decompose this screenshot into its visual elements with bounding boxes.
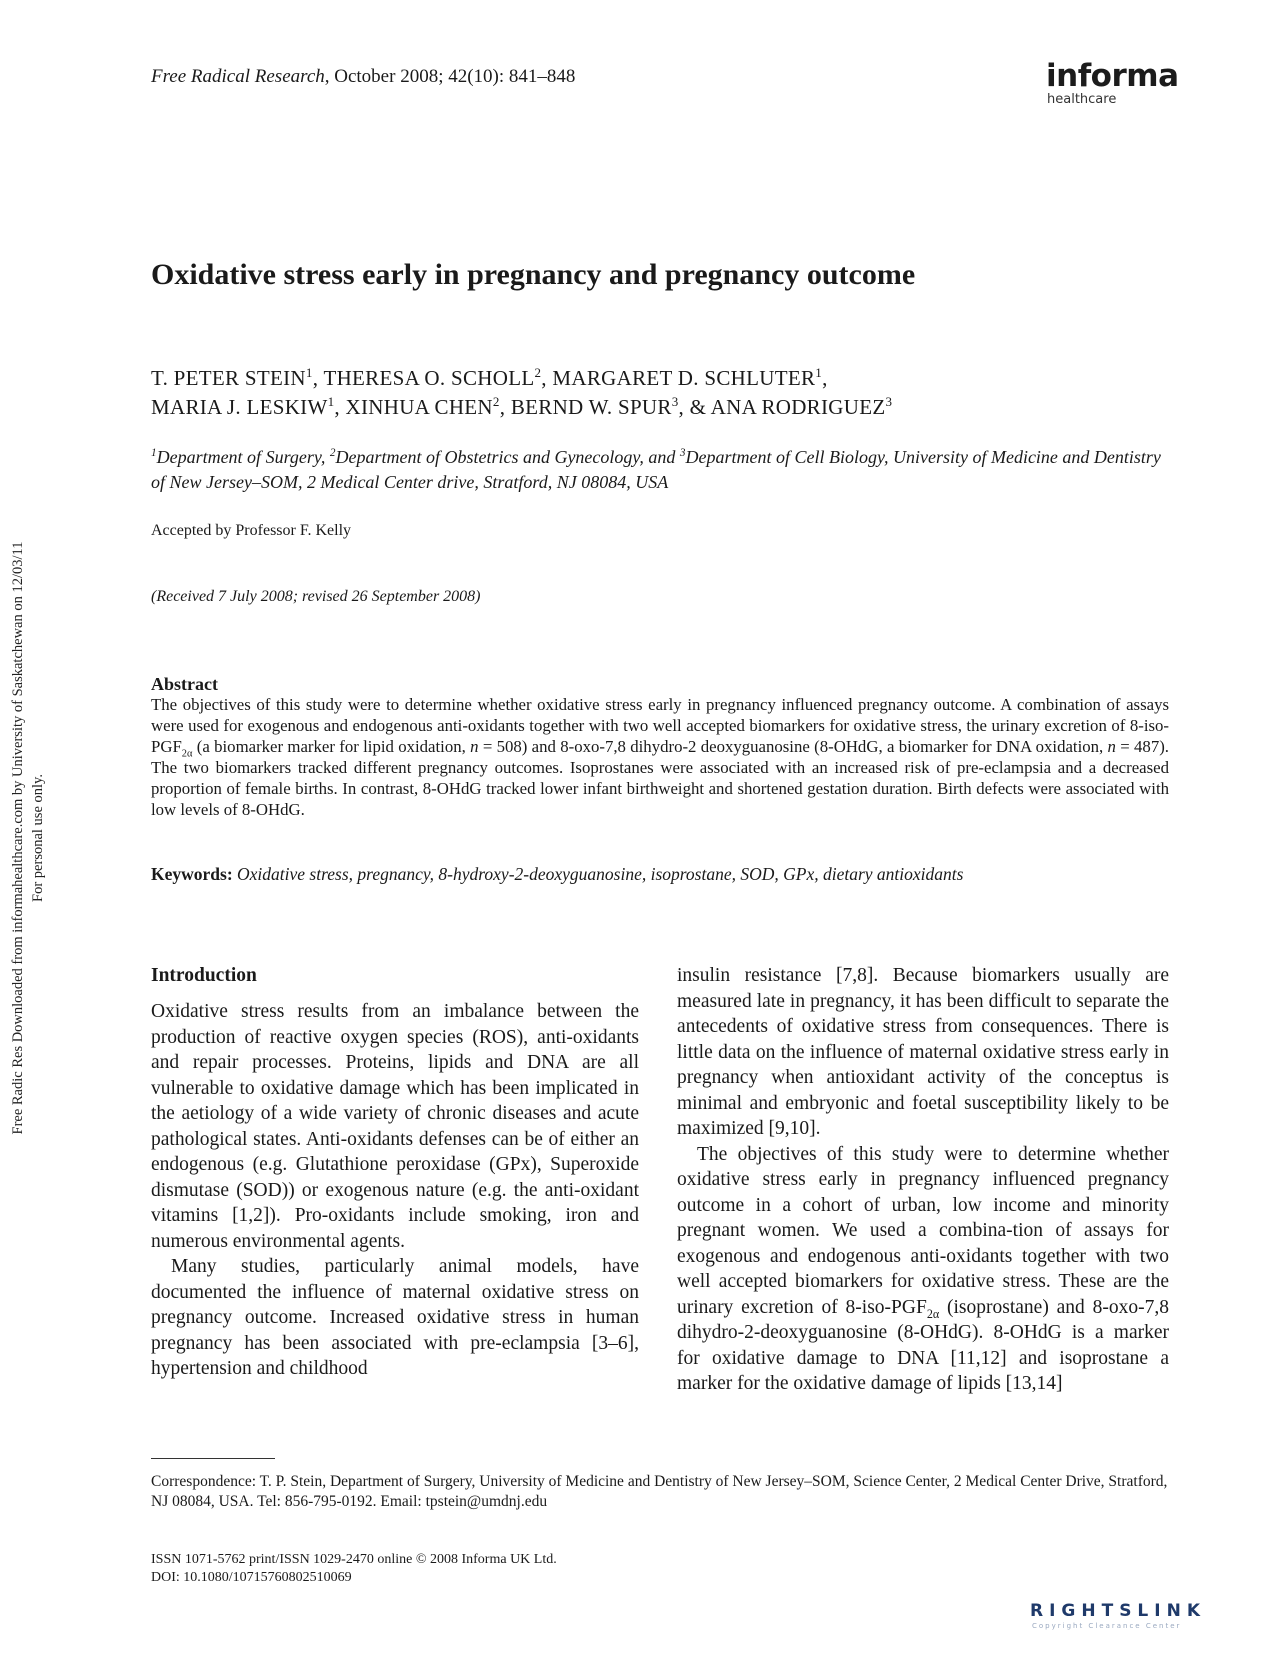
correspondence: Correspondence: T. P. Stein, Department of Surgery, University of Medicine and Dentistry of New Jersey–SOM, Science Center, 2 Medical Center Drive, Stratford, NJ 08084, USA. Tel: 856-795-0192. Email: tpstein@umdnj.edu	[151, 1473, 1168, 1510]
paragraph: Oxidative stress results from an imbalance between the production of reactive oxygen species (ROS), anti-oxidants and repair processes. Proteins, lipids and DNA are all vulnerable to oxidative damage which has been implicated in the aetiology of a wide variety of chronic diseases and acute pathological states. Anti-oxidants defenses can be of either an endogenous (e.g. Glutathione peroxidase (GPx), Superoxide dismutase (SOD)) or exogenous nature (e.g. the anti-oxidant vitamins [1,2]). Pro-oxidants include smoking, iron and numerous environmental agents.	[151, 1001, 639, 1252]
affil-dept: Department of Obstetrics and Gynecology, and	[335, 447, 680, 467]
logo-main-text: informa	[1046, 58, 1179, 94]
abstract-n: n	[470, 737, 479, 756]
journal-issue: , October 2008; 42(10): 841–848	[324, 66, 576, 87]
author-name: BERND W. SPUR	[510, 395, 672, 419]
journal-citation	[151, 66, 575, 88]
abstract-body	[151, 694, 1169, 820]
paragraph-subscript: 2α	[926, 1306, 940, 1321]
author-line-2	[151, 393, 892, 422]
download-watermark	[8, 488, 48, 1188]
rightslink-sub: Copyright Clearance Center	[1032, 1622, 1182, 1630]
author-line-1	[151, 364, 892, 393]
paragraph-text: The objectives of this study were to determine whether oxidative stress early in pregnancy influenced pregnancy outcome in a cohort of urban, low income and minority pregnant women. We used a combina-tion of assays for exogenous and endogenous anti-oxidants together with two well accepted biomarkers for oxidative stress. These are the urinary excretion of 8-iso-PGF	[677, 1143, 1169, 1318]
footnote-rule	[151, 1458, 275, 1459]
rightslink-logo	[1030, 1601, 1238, 1630]
affil-sup: 1	[151, 447, 157, 459]
received-dates: (Received 7 July 2008; revised 26 September 2008)	[151, 588, 481, 605]
abstract-text: The objectives of this study were to determine whether oxidative stress early in pregnancy influenced pregnancy outcome. A combination of assays were used for exogenous and endogenous anti-oxidants together with two well accepted biomarkers for oxidative stress, the urinary excretion of 8-iso-PGF	[151, 695, 1169, 756]
author-affil-sup: 2	[534, 365, 542, 380]
watermark-line-2: For personal use only.	[30, 774, 46, 902]
author-name: MARGARET D. SCHLUTER	[552, 366, 816, 390]
author-sep: ,	[312, 366, 324, 390]
abstract-n: n	[1107, 737, 1116, 756]
author-sep: , &	[678, 395, 711, 419]
affil-sup: 2	[329, 447, 336, 459]
affil-dept: Department of Surgery,	[156, 447, 330, 467]
section-heading-introduction: Introduction	[151, 965, 257, 986]
keywords-text: Oxidative stress, pregnancy, 8-hydroxy-2-deoxyguanosine, isoprostane, SOD, GPx, dietary antioxidants	[237, 864, 964, 884]
accepted-by: Accepted by Professor F. Kelly	[151, 522, 352, 539]
abstract-text: (a biomarker marker for lipid oxidation,	[192, 737, 471, 756]
author-name: THERESA O. SCHOLL	[323, 366, 535, 390]
issn: ISSN 1071-5762 print/ISSN 1029-2470 online © 2008 Informa UK Ltd.	[151, 1552, 557, 1567]
author-name: ANA RODRIGUEZ	[710, 395, 886, 419]
author-name: MARIA J. LESKIW	[151, 395, 328, 419]
body-column-left	[151, 963, 639, 1382]
paragraph	[677, 1142, 1169, 1397]
author-affil-sup: 2	[492, 394, 500, 409]
doi: DOI: 10.1080/10715760802510069	[151, 1570, 352, 1585]
abstract-text: = 487). The two biomarkers tracked different pregnancy outcomes. Isoprostanes were associated with an increased risk of pre-eclampsia and a decreased proportion of female births. In contrast, 8-OHdG tracked lower infant birthweight and shortened gestation duration. Birth defects were associated with low levels of 8-OHdG.	[151, 737, 1169, 819]
author-sep: ,	[541, 366, 553, 390]
abstract-heading: Abstract	[151, 674, 218, 694]
abstract-text: = 508) and 8-oxo-7,8 dihydro-2 deoxyguanosine (8-OHdG, a biomarker for DNA oxidation,	[478, 737, 1108, 756]
abstract-subscript: 2α	[181, 748, 193, 760]
author-sep: ,	[499, 395, 511, 419]
body-column-right	[677, 963, 1169, 1397]
abstract-section	[151, 674, 1169, 820]
watermark-line-1: Free Radic Res Downloaded from informahealthcare.com by University of Saskatchewan on 12/03/11	[10, 541, 26, 1135]
journal-name: Free Radical Research	[151, 66, 325, 87]
affil-dept: Department of Cell Biology, University of Medicine and Dentistry of New Jersey–SOM, 2 Medical Center drive, Stratford, NJ 08084, USA	[151, 447, 1161, 492]
paragraph: insulin resistance [7,8]. Because biomarkers usually are measured late in pregnancy, it has been difficult to separate the antecedents of oxidative stress from consequences. There is little data on the influence of maternal oxidative stress early in pregnancy when antioxidant activity of the conceptus is minimal and embryonic and foetal susceptibility likely to be maximized [9,10].	[677, 965, 1169, 1139]
paragraph-text: (isoprostane) and 8-oxo-7,8 dihydro-2-deoxyguanosine (8-OHdG). 8-OHdG is a marker for oxidative damage to DNA [11,12] and isoprostane a marker for the oxidative damage of lipids [13,14]	[677, 1296, 1169, 1394]
author-affil-sup: 3	[885, 394, 893, 409]
logo-sub-text: healthcare	[1047, 92, 1117, 107]
rightslink-main: RIGHTSLINK	[1030, 1601, 1206, 1621]
author-name: T. PETER STEIN	[151, 366, 306, 390]
affil-sup: 3	[679, 447, 686, 459]
author-affil-sup: 1	[815, 365, 823, 380]
author-list	[151, 364, 892, 422]
author-sep: ,	[334, 395, 346, 419]
keywords-label: Keywords:	[151, 864, 233, 884]
issn-doi	[151, 1551, 557, 1587]
author-affil-sup: 1	[327, 394, 335, 409]
informa-logo	[1046, 58, 1179, 107]
article-title: Oxidative stress early in pregnancy and pregnancy outcome	[151, 258, 916, 291]
author-sep: ,	[822, 366, 828, 390]
author-affil-sup: 1	[305, 365, 313, 380]
paragraph: Many studies, particularly animal models, have documented the influence of maternal oxidative stress on pregnancy outcome. Increased oxidative stress in human pregnancy has been associated with pre-eclampsia [3–6], hypertension and childhood	[151, 1256, 639, 1379]
author-affil-sup: 3	[671, 394, 679, 409]
affiliations	[151, 445, 1169, 495]
author-name: XINHUA CHEN	[345, 395, 493, 419]
keywords	[151, 864, 1169, 885]
